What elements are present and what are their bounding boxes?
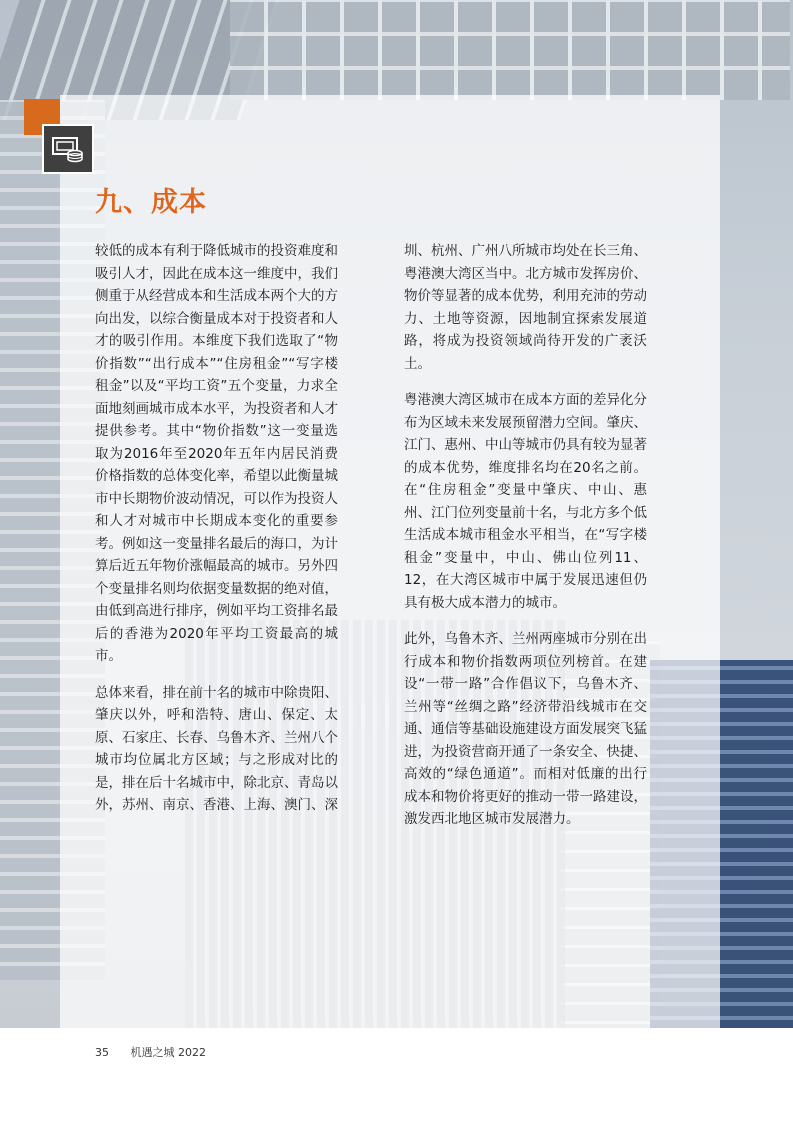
paragraph: 较低的成本有利于降低城市的投资难度和吸引人才，因此在成本这一维度中，我们侧重于从经营成本和生活成本两个大的方向出发，以综合衡量成本对于投资者和人才的吸引作用。本维度下我们选取了“物价指数”“出行成本”“住房租金”“写字楼租金”以及“平均工资”五个变量，力求全面地刻画城市成本水平，为投资者和人才提供参考。其中“物价指数”这一变量选取为2016年至2020年五年内居民消费价格指数的总体变化率，希望以此衡量城市中长期物价波动情况，可以作为投资人和人才对城市中长期成本变化的重要参考。例如这一变量排名最后的海口，为计算后近五年物价涨幅最高的城市。另外四个变量排名则均依据变量数据的绝对值，由低到高进行排序，例如平均工资排名最后的香港为2020年平均工资最高的城市。 [95,243,338,664]
paragraph: 此外，乌鲁木齐、兰州两座城市分别在出行成本和物价指数两项位列榜首。在建设“一带一路”合作倡议下，乌鲁木齐、兰州等“丝绸之路”经济带沿线城市在交通、通信等基础设施建设方面发展突飞猛进，为投资营商开通了一条安全、快捷、高效的“绿色通道”。而相对低廉的出行成本和物价将更好的推动一带一路建设，激发西北地区城市发展潜力。 [404,631,647,827]
right-column [404,240,647,845]
paragraph: 圳、杭州、广州八所城市均处在长三角、粤港澳大湾区当中。北方城市发挥房价、物价等显著的成本优势，利用充沛的劳动力、土地等资源，因地制宜探索发展道路，将成为投资领域尚待开发的广袤沃土。 [404,243,647,372]
money-icon [51,134,85,164]
page-footer [95,1044,224,1060]
section-title: 九、成本 [95,187,207,218]
section-icon [42,124,94,174]
page-number: 35 [95,1046,109,1059]
paragraph: 总体来看，排在前十名的城市中除贵阳、肇庆以外，呼和浩特、唐山、保定、太原、石家庄、长春、乌鲁木齐、兰州八个城市均位属北方区域；与之形成对比的是，排在后十名城市中，除北京、青岛以外，苏州、南京、香港、上海、澳门、深 [95,684,338,813]
building-top-right [230,0,790,100]
left-column [95,240,338,831]
paragraph: 粤港澳大湾区城市在成本方面的差异化分布为区域未来发展预留潜力空间。肇庆、江门、惠州、中山等城市仍具有较为显著的成本优势，维度排名均在20名之前。在“住房租金”变量中肇庆、中山、惠州、江门位列变量前十名，与北方多个低生活成本城市租金水平相当，在“写字楼租金”变量中，中山、佛山位列11、12，在大湾区城市中属于发展迅速但仍具有极大成本潜力的城市。 [404,392,647,611]
publication-title: 机遇之城 2022 [130,1046,206,1059]
